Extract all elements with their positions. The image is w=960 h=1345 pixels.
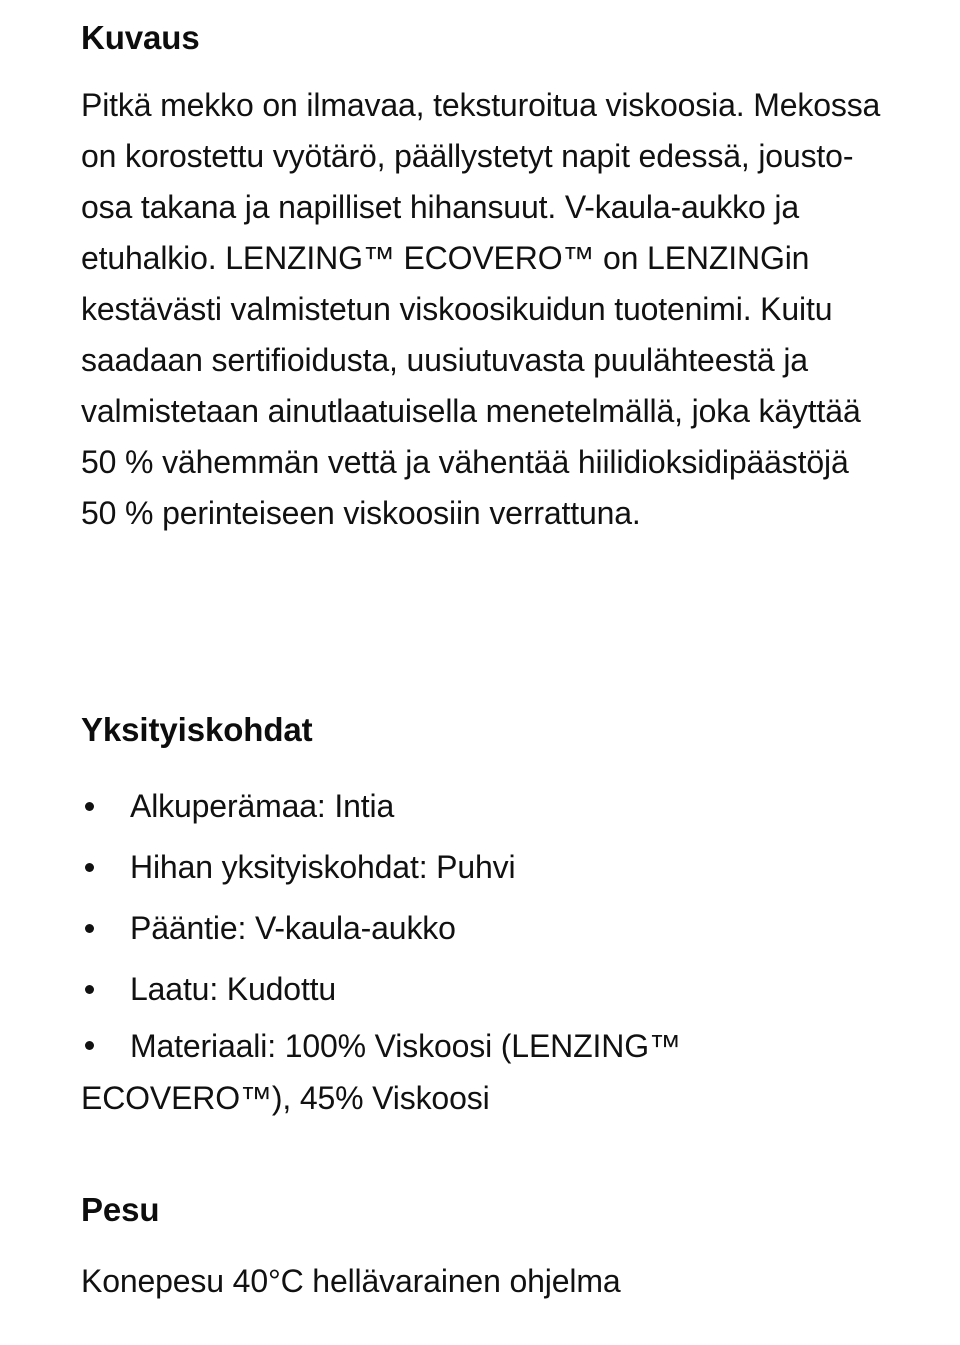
list-item-label: Alkuperämaa: Intia — [130, 788, 395, 824]
bullet-icon — [85, 924, 94, 933]
bullet-icon — [85, 863, 94, 872]
list-item — [81, 898, 881, 959]
list-item — [81, 776, 881, 837]
bullet-icon — [85, 1041, 94, 1050]
list-item-label: Pääntie: V-kaula-aukko — [130, 910, 456, 946]
bullet-icon — [85, 985, 94, 994]
list-item — [81, 1020, 881, 1124]
list-item-label: Hihan yksityiskohdat: Puhvi — [130, 849, 516, 885]
description-body-text: Pitkä mekko on ilmavaa, teksturoitua viskoosia. Mekossa on korostettu vyötärö, päällystetyt napit edessä, jousto-osa takana ja napilliset hihansuut. V-kaula-aukko ja etuhalkio. LENZING™ ECOVERO™ on LENZINGin kestävästi valmistetun viskoosikuidun tuotenimi. Kuitu saadaan sertifioidusta, uusiutuvasta puulähteestä ja valmistetaan ainutlaatuisella menetelmällä, joka käyttää 50 % vähemmän vettä ja vähentää hiilidioksidipäästöjä 50 % perinteiseen viskoosiin verrattuna. — [81, 87, 881, 531]
list-item-label: Laatu: Kudottu — [130, 971, 337, 1007]
list-item — [81, 837, 881, 898]
wash-body-text: Konepesu 40°C hellävarainen ohjelma — [81, 1263, 621, 1299]
wash-heading: Pesu — [81, 1191, 160, 1228]
bullet-icon — [85, 802, 94, 811]
details-heading: Yksityiskohdat — [81, 711, 313, 748]
description-heading: Kuvaus — [81, 19, 200, 56]
details-list — [81, 776, 881, 1124]
list-item — [81, 959, 881, 1020]
list-item-label: Materiaali: 100% Viskoosi (LENZING™ ECOVERO™), 45% Viskoosi — [81, 1028, 681, 1116]
